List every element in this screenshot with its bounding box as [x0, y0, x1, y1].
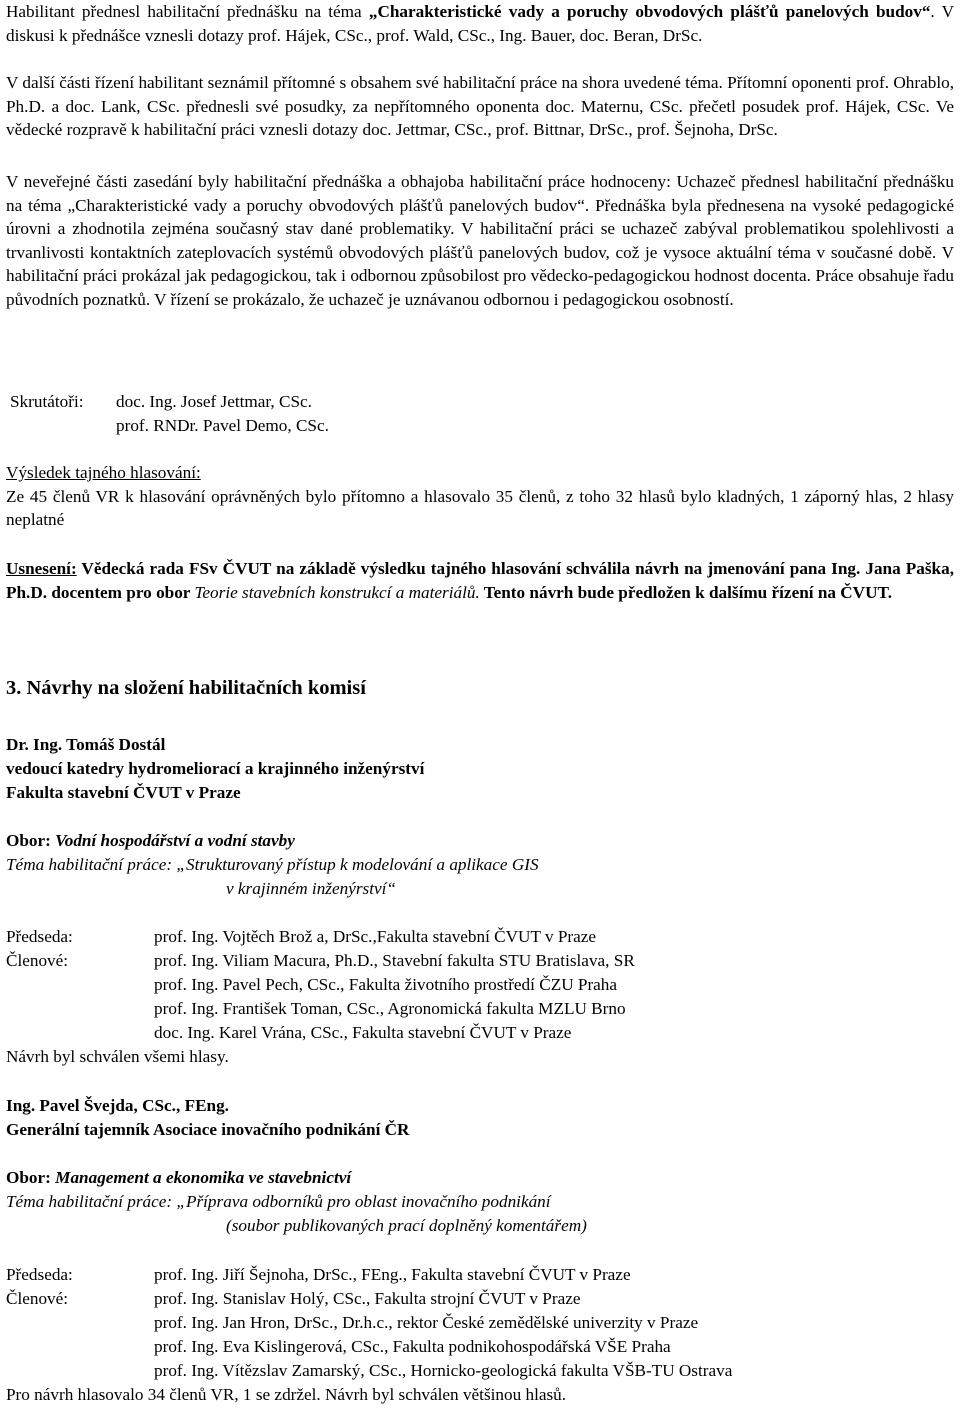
scrutineer-name: prof. RNDr. Pavel Demo, CSc.	[116, 416, 329, 435]
committee-member: prof. Ing. Vítězslav Zamarský, CSc., Hornicko-geologická fakulta VŠB-TU Ostrava	[154, 1361, 733, 1380]
committee-member: prof. Ing. Jiří Šejnoha, DrSc., FEng., Fakulta stavební ČVUT v Praze	[154, 1265, 631, 1284]
chair-label: Předseda:	[6, 1265, 73, 1284]
committee-member: prof. Ing. Eva Kislingerová, CSc., Fakulta podnikohospodářská VŠE Praha	[154, 1337, 671, 1356]
resolution-field: Teorie stavebních konstrukcí a materiálů.	[194, 582, 480, 602]
intro-paragraph-1	[6, 0, 954, 47]
committee-member: prof. Ing. Viliam Macura, Ph.D., Stavební fakulta STU Bratislava, SR	[154, 951, 635, 970]
candidate-position: vedoucí katedry hydromeliorací a krajinného inženýrství	[6, 759, 425, 778]
scrutineers-block	[6, 390, 954, 438]
committee-member: prof. Ing. Jan Hron, DrSc., Dr.h.c., rektor České zemědělské univerzity v Praze	[154, 1313, 699, 1332]
members-label: Členové:	[6, 951, 69, 970]
scrutineer-name: doc. Ing. Josef Jettmar, CSc.	[116, 392, 312, 411]
members-label: Členové:	[6, 1289, 69, 1308]
lecture-title: „Charakteristické vady a poruchy obvodových plášťů panelových budov“	[368, 2, 931, 21]
committee-1	[6, 925, 954, 1045]
chair-label: Předseda:	[6, 927, 73, 946]
vote-result-block	[6, 461, 954, 532]
obor-value: Vodní hospodářství a vodní stavby	[55, 831, 295, 850]
committee-member: prof. Ing. Vojtěch Brož a, DrSc.,Fakulta stavební ČVUT v Praze	[154, 927, 597, 946]
intro-text: Habilitant přednesl habilitační přednášku na téma	[6, 2, 369, 21]
candidate-faculty: Fakulta stavební ČVUT v Praze	[6, 783, 241, 802]
section-heading: 3. Návrhy na složení habilitačních komisí	[6, 677, 366, 699]
candidate-position: Generální tajemník Asociace inovačního podnikání ČR	[6, 1120, 410, 1139]
obor-value: Management a ekonomika ve stavebnictví	[55, 1168, 352, 1187]
resolution-text: Vědecká rada FSv ČVUT na základě výsledku tajného hlasování schválila návrh na jmenování pana Ing. Jana Paška, Ph.D. docentem pro obor	[6, 559, 954, 602]
vote-text: Ze 45 členů VR k hlasování oprávněných bylo přítomno a hlasovalo 35 členů, z toho 32 hlasů bylo kladných, 1 záporný hlas, 2 hlasy neplatné	[6, 486, 954, 530]
obor-label: Obor:	[6, 1168, 51, 1187]
vote-heading: Výsledek tajného hlasování:	[6, 463, 201, 482]
topic-line: Téma habilitační práce: „Strukturovaný přístup k modelování a aplikace GIS	[6, 855, 539, 874]
candidate-name: Ing. Pavel Švejda, CSc., FEng.	[6, 1096, 229, 1115]
committee-member: doc. Ing. Karel Vrána, CSc., Fakulta stavební ČVUT v Praze	[154, 1023, 572, 1042]
intro-paragraph-3	[6, 170, 954, 312]
committee-2	[6, 1263, 954, 1383]
committee-result: Návrh byl schválen všemi hlasy.	[6, 1047, 229, 1066]
obor-line	[6, 1166, 954, 1190]
resolution-block	[6, 557, 954, 604]
obor-label: Obor:	[6, 831, 51, 850]
committee-member: prof. Ing. Pavel Pech, CSc., Fakulta životního prostředí ČZU Praha	[154, 975, 618, 994]
committee-member: prof. Ing. František Toman, CSc., Agronomická fakulta MZLU Brno	[154, 999, 626, 1018]
topic-line: (soubor publikovaných prací doplněný komentářem)	[226, 1216, 587, 1235]
intro-paragraph-2	[6, 71, 954, 142]
topic-line: v krajinném inženýrství“	[226, 879, 396, 898]
topic-line: Téma habilitační práce: „Příprava odborníků pro oblast inovačního podnikání	[6, 1192, 551, 1211]
intro-text: V další části řízení habilitant seznámil přítomné s obsahem své habilitační práce na shora uvedené téma. Přítomní oponenti prof. Ohrablo, Ph.D. a doc. Lank, CSc. přednesli své posudky, za nepřítomného oponenta doc. Maternu, CSc. přečetl posudek prof. Hájek, CSc. Ve vědecké rozpravě k habilitační práci vznesli dotazy doc. Jettmar, CSc., prof. Bittnar, DrSc., prof. Šejnoha, DrSc.	[6, 73, 954, 140]
evaluation-text: V neveřejné části zasedání byly habilitační přednáška a obhajoba habilitační práce hodnoceny: Uchazeč přednesl habilitační přednášku na téma „Charakteristické vady a poruchy obvodových plášťů panelových budov“. Přednáška byla přednesena na vysoké pedagogické úrovni a zhodnotila zejména současný stav dané problematiky. V habilitační práci se uchazeč zabýval problematikou spolehlivosti a trvanlivosti kontaktních zateplovacích systémů obvodových plášťů panelových budov, což je vysoce aktuální téma v současné době. V habilitační práci prokázal jak pedagogickou, tak i odbornou způsobilost pro vědecko-pedagogickou hodnost docenta. Práce obsahuje řadu původních poznatků. V řízení se prokázalo, že uchazeč je uznávanou odbornou i pedagogickou osobností.	[6, 172, 954, 309]
resolution-label: Usnesení:	[6, 559, 77, 578]
committee-member: prof. Ing. Stanislav Holý, CSc., Fakulta strojní ČVUT v Praze	[154, 1289, 581, 1308]
resolution-text: Tento návrh bude předložen k dalšímu řízení na ČVUT.	[479, 582, 892, 602]
intro-text: . V diskusi k přednášce vznesli dotazy prof. Hájek, CSc., prof. Wald, CSc., Ing. Bauer, doc. Beran, DrSc.	[6, 2, 955, 45]
committee-result: Pro návrh hlasovalo 34 členů VR, 1 se zdržel. Návrh byl schválen většinou hlasů.	[6, 1385, 567, 1404]
obor-line	[6, 829, 954, 853]
scrutineers-label: Skrutátoři:	[10, 392, 84, 411]
candidate-name: Dr. Ing. Tomáš Dostál	[6, 735, 166, 754]
